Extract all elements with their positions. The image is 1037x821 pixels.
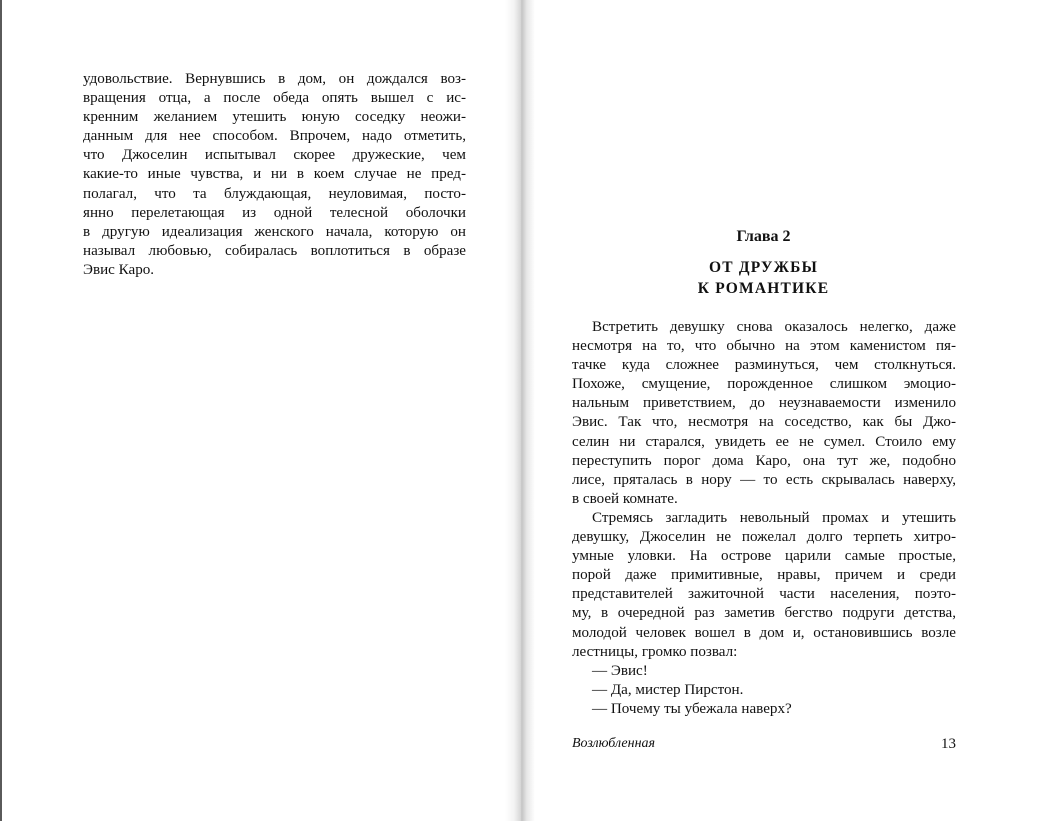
- chapter-title-line: ОТ ДРУЖБЫ: [709, 259, 818, 276]
- left-page: [0, 0, 515, 821]
- left-page-text: [83, 70, 466, 280]
- text-line: Эвис. Так что, несмотря на соседство, как бы Джо-: [572, 414, 956, 431]
- text-line: тачке куда сложнее разминуться, чем столкнуться.: [572, 357, 956, 374]
- text-line: удовольствие. Вернувшись в дом, он дождался воз-: [83, 71, 466, 87]
- chapter-title-line: К РОМАНТИКЕ: [697, 280, 830, 297]
- text-line: девушку, Джоселин не пожелал долго терпеть хитро-: [572, 529, 956, 546]
- dialogue-line: — Почему ты убежала наверх?: [592, 700, 792, 717]
- dialogue-line: — Да, мистер Пирстон.: [592, 681, 744, 698]
- text-line: переступить порог дома Каро, она тут же, подобно: [572, 452, 956, 469]
- right-page: [520, 0, 1037, 821]
- text-line: данным для нее способом. Впрочем, надо отметить,: [83, 128, 466, 145]
- text-line: Встретить девушку снова оказалось нелегко, даже: [592, 319, 956, 335]
- text-line: лестницы, громко позвал:: [572, 643, 738, 660]
- text-line: кренним желанием утешить юную соседку неожи-: [83, 109, 466, 126]
- chapter-title: [571, 257, 956, 299]
- text-line: называл любовью, собиралась воплотиться в образе: [83, 242, 466, 259]
- text-line: янно перелетающая из одной телесной оболочки: [83, 204, 466, 221]
- text-line: в своей комнате.: [572, 490, 678, 507]
- text-line: му, в очередной раз заметив бегство подруги детства,: [572, 605, 956, 622]
- text-line: какие-то иные чувства, и ни в коем случае не пред-: [83, 166, 466, 183]
- page-number: 13: [941, 736, 956, 752]
- text-line: нальным приветствием, до неузнаваемости изменило: [572, 395, 956, 412]
- text-line: умные уловки. На острове царили самые простые,: [572, 548, 956, 565]
- text-line: порой даже примитивные, нравы, причем и среди: [572, 567, 956, 584]
- text-line: Стремясь загладить невольный промах и утешить: [592, 509, 956, 526]
- text-line: лисе, пряталась в нору — то есть скрывалась наверху,: [572, 471, 956, 488]
- text-line: молодой человек вошел в дом и, остановившись возле: [572, 624, 956, 641]
- text-line: вращения отца, а после обеда опять вышел с ис-: [83, 90, 466, 107]
- running-footer-title: Возлюбленная: [572, 736, 656, 751]
- dialogue-line: — Эвис!: [592, 662, 648, 679]
- text-line: в другую идеализация женского начала, которую он: [83, 223, 466, 240]
- text-line: селин ни старался, увидеть ее не сумел. Стоило ему: [572, 433, 956, 450]
- text-line: представителей зажиточной части населения, поэто-: [572, 586, 956, 603]
- text-line: Похоже, смущение, порожденное слишком эмоцио-: [572, 376, 956, 393]
- right-page-text: [572, 318, 956, 719]
- text-line: полагал, что та блуждающая, неуловимая, посто-: [83, 185, 466, 202]
- text-line: что Джоселин испытывал скорее дружеские, чем: [83, 147, 466, 164]
- chapter-number: Глава 2: [736, 228, 791, 245]
- text-line: Эвис Каро.: [83, 261, 155, 278]
- text-line: несмотря на то, что обычно на этом каменистом пя-: [572, 338, 956, 355]
